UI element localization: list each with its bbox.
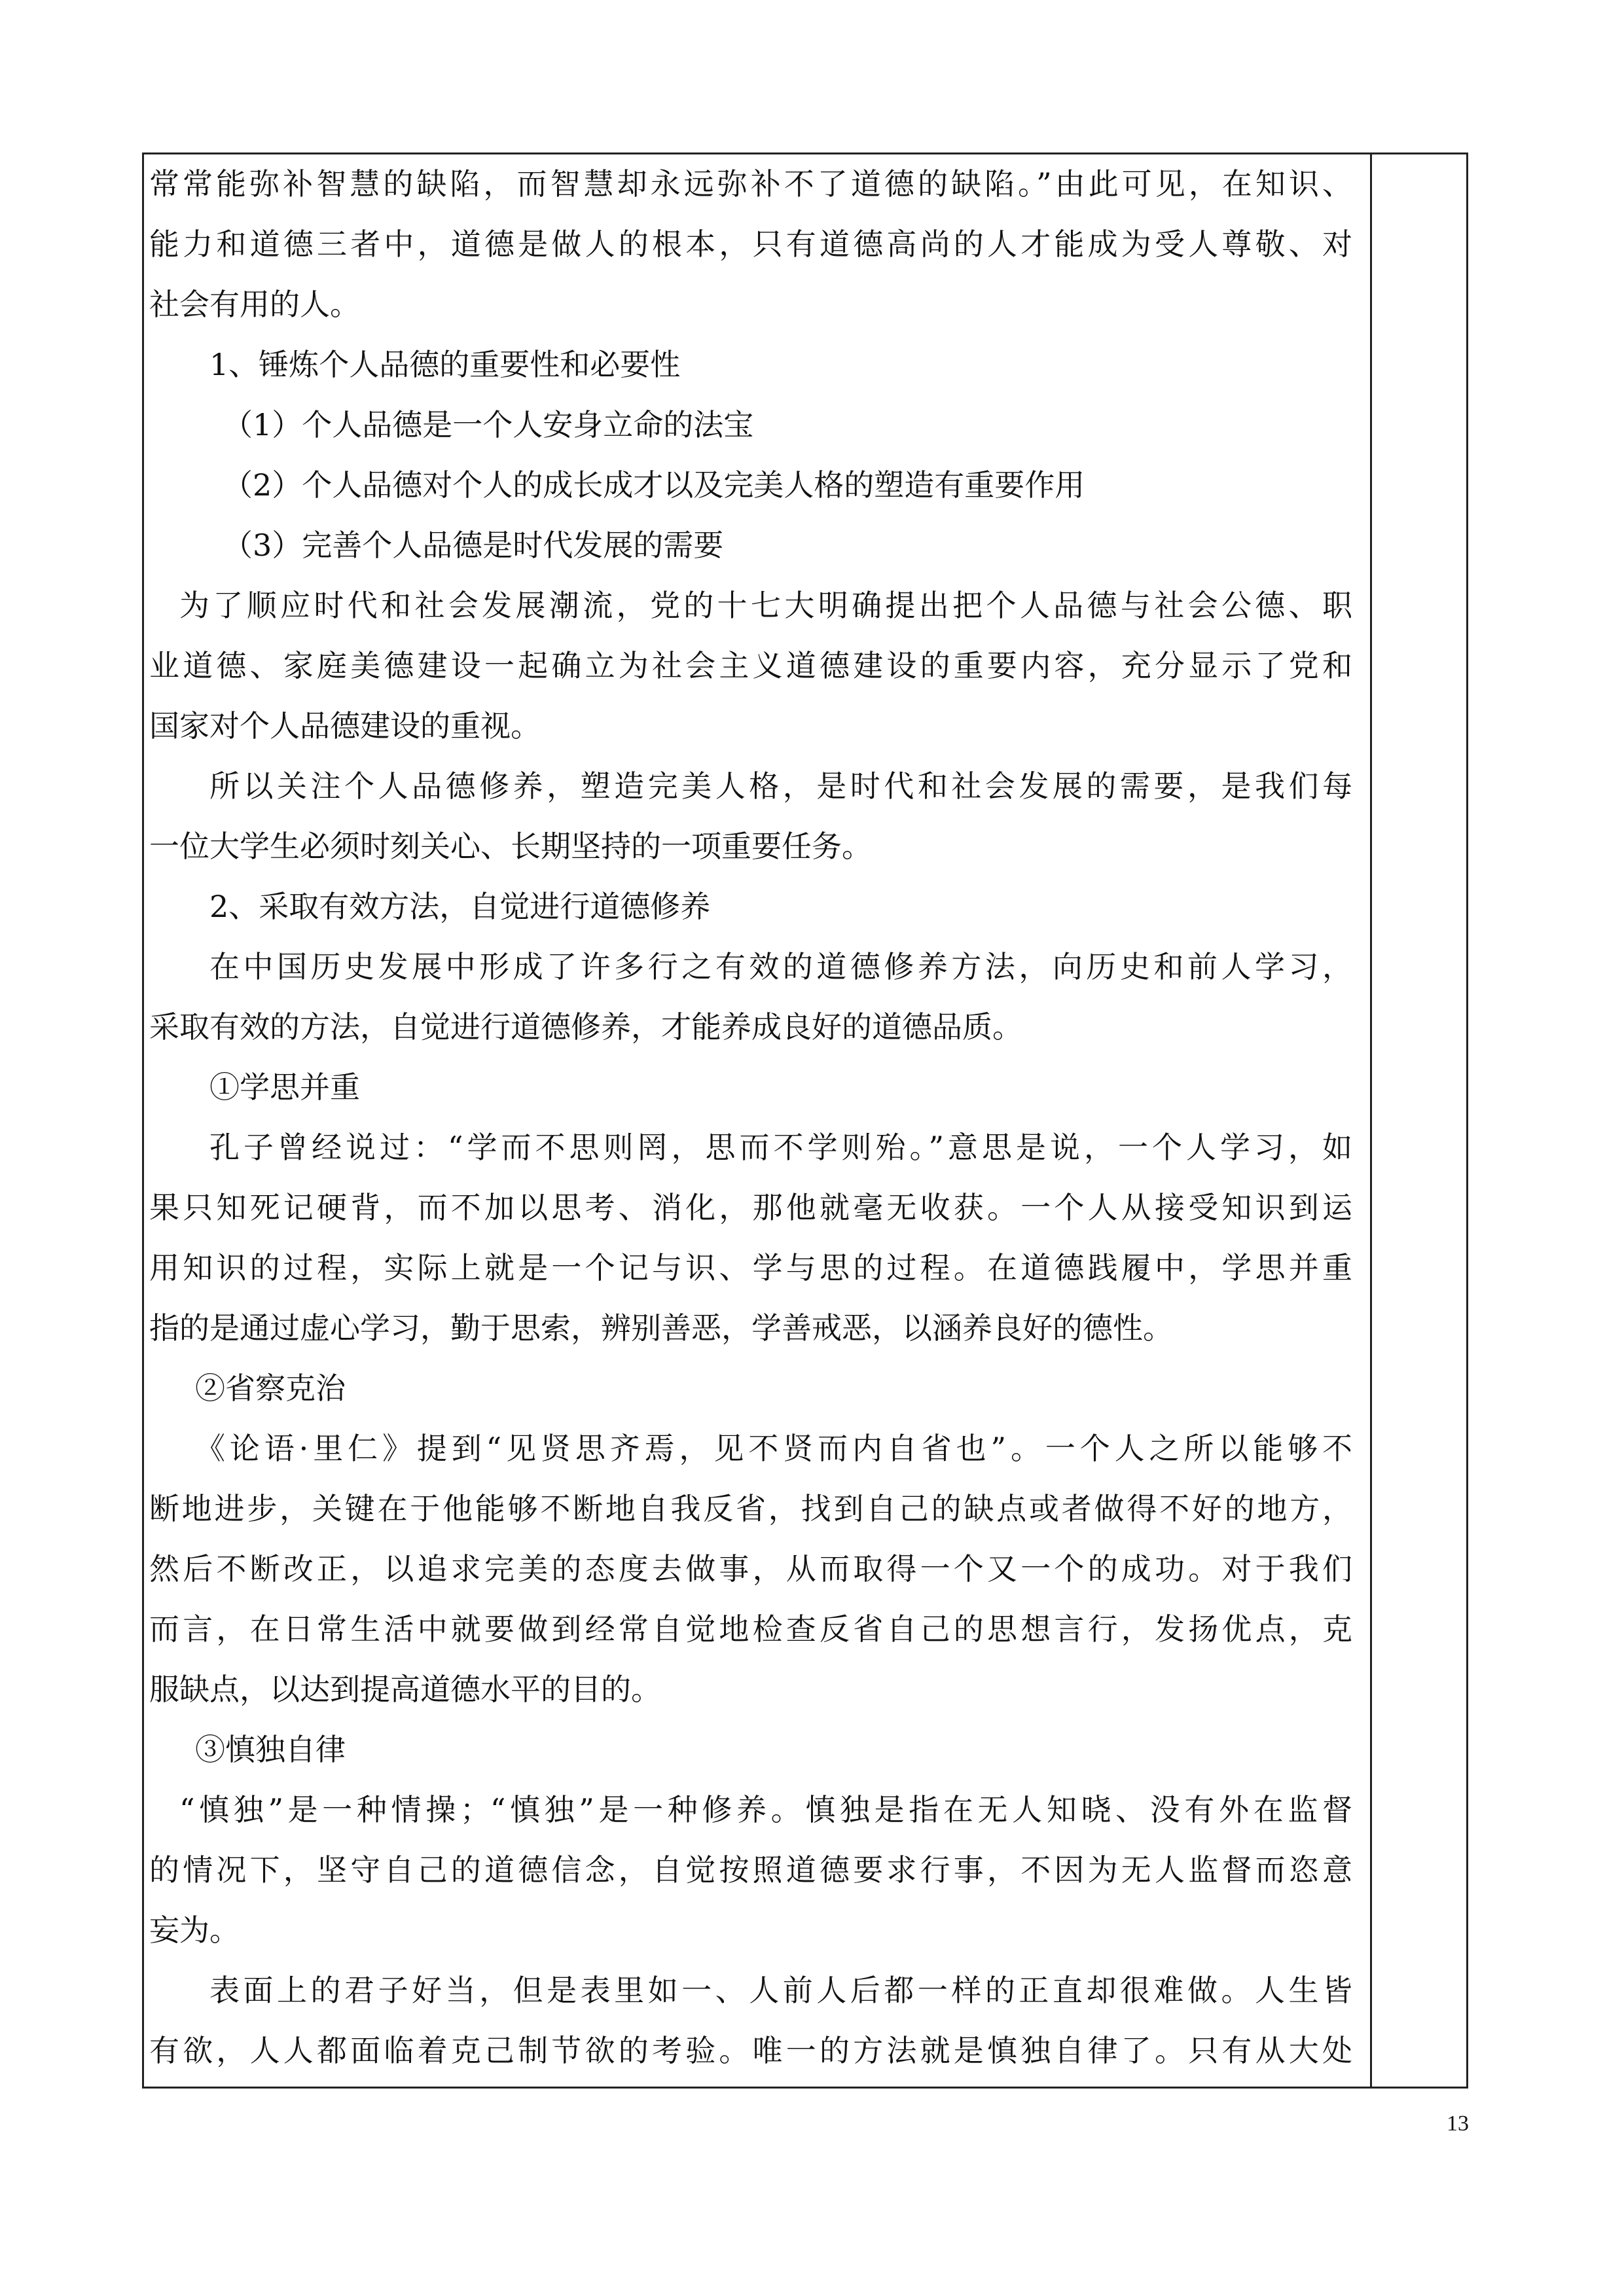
text-line: 有欲，人人都面临着克己制节欲的考验。唯一的方法就是慎独自律了。只有从大处	[149, 2033, 1352, 2068]
text-line: 服缺点，以达到提高道德水平的目的。	[149, 1672, 661, 1707]
text-line: 在中国历史发展中形成了许多行之有效的道德修养方法，向历史和前人学习，	[209, 949, 1352, 984]
text-line: 为了顺应时代和社会发展潮流，党的十七大明确提出把个人品德与社会公德、职	[179, 588, 1352, 623]
list-item: （2）个人品德对个人的成长成才以及完美人格的塑造有重要作用	[223, 467, 1085, 503]
page-number: 13	[1447, 2111, 1469, 2136]
section-heading: 1、锤炼个人品德的重要性和必要性	[209, 347, 681, 382]
text-line: 表面上的君子好当，但是表里如一、人前人后都一样的正直却很难做。人生皆	[209, 1973, 1352, 2008]
text-line: 常常能弥补智慧的缺陷，而智慧却永远弥补不了道德的缺陷。”由此可见，在知识、	[149, 166, 1352, 202]
text-line: 然后不断改正，以追求完美的态度去做事，从而取得一个又一个的成功。对于我们	[149, 1551, 1352, 1587]
text-line: 《论语·里仁》提到“见贤思齐焉，见不贤而内自省也”。一个人之所以能够不	[195, 1431, 1352, 1466]
sub-heading: ③慎独自律	[195, 1732, 346, 1767]
main-text-cell	[149, 154, 1368, 2087]
text-line: 国家对个人品德建设的重视。	[149, 708, 541, 744]
content-table	[142, 152, 1468, 2089]
text-line: 采取有效的方法，自觉进行道德修养，才能养成良好的道德品质。	[149, 1009, 1022, 1045]
text-line: 而言，在日常生活中就要做到经常自觉地检查反省自己的思想言行，发扬优点，克	[149, 1611, 1352, 1647]
text-line: 果只知死记硬背，而不加以思考、消化，那他就毫无收获。一个人从接受知识到运	[149, 1190, 1352, 1225]
text-line: 社会有用的人。	[149, 287, 360, 322]
text-line: 孔子曾经说过：“学而不思则罔，思而不学则殆。”意思是说，一个人学习，如	[209, 1130, 1352, 1165]
text-line: 能力和道德三者中，道德是做人的根本，只有道德高尚的人才能成为受人尊敬、对	[149, 226, 1352, 262]
section-heading: 2、采取有效方法，自觉进行道德修养	[209, 889, 711, 924]
sub-heading: ①学思并重	[209, 1069, 360, 1105]
text-line: 一位大学生必须时刻关心、长期坚持的一项重要任务。	[149, 829, 872, 864]
sub-heading: ②省察克治	[195, 1371, 346, 1406]
side-column-divider	[1370, 154, 1372, 2087]
text-line: 断地进步，关键在于他能够不断地自我反省，找到自己的缺点或者做得不好的地方，	[149, 1491, 1352, 1526]
list-item: （1）个人品德是一个人安身立命的法宝	[223, 407, 754, 442]
text-line: 业道德、家庭美德建设一起确立为社会主义道德建设的重要内容，充分显示了党和	[149, 648, 1352, 683]
text-line: 妄为。	[149, 1912, 240, 1948]
text-line: 指的是通过虚心学习，勤于思索，辨别善恶，学善戒恶，以涵养良好的德性。	[149, 1310, 1173, 1346]
text-line: “慎独”是一种情操；“慎独”是一种修养。慎独是指在无人知晓、没有外在监督	[179, 1792, 1352, 1827]
list-item: （3）完善个人品德是时代发展的需要	[223, 528, 724, 563]
text-line: 的情况下，坚守自己的道德信念，自觉按照道德要求行事，不因为无人监督而恣意	[149, 1852, 1352, 1888]
text-line: 用知识的过程，实际上就是一个记与识、学与思的过程。在道德践履中，学思并重	[149, 1250, 1352, 1285]
text-line: 所以关注个人品德修养，塑造完美人格，是时代和社会发展的需要，是我们每	[209, 768, 1352, 804]
